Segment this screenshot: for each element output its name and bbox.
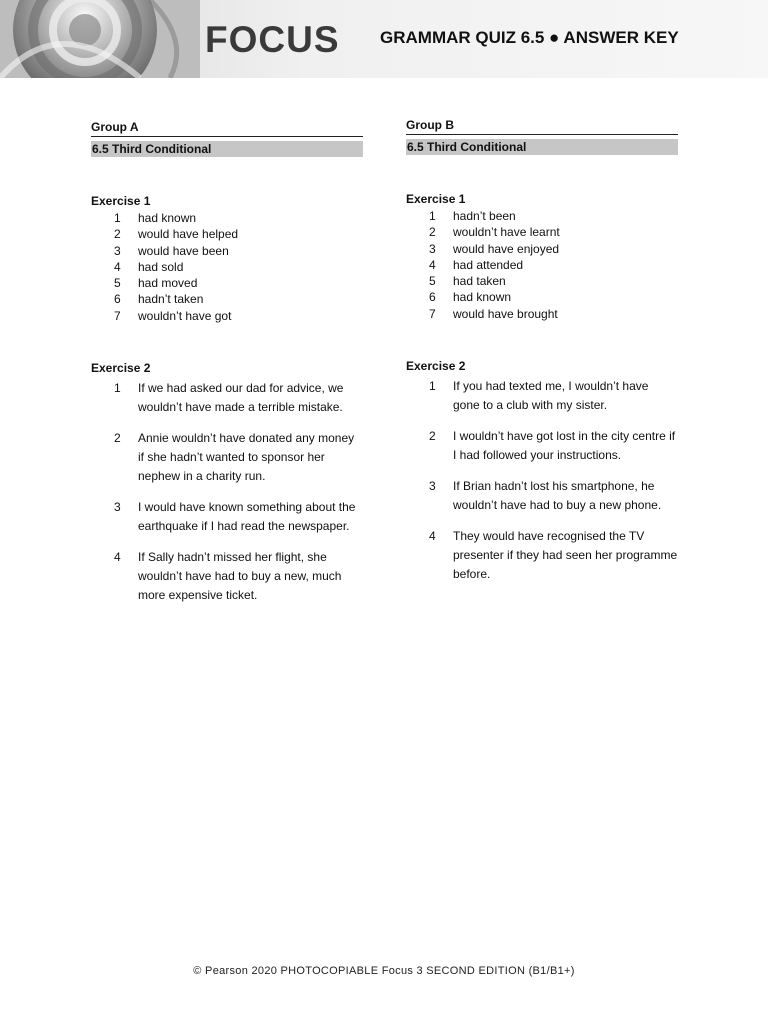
group-a-exercise1-list (91, 210, 363, 324)
list-item: 7 would have brought (429, 306, 558, 321)
header-banner (0, 0, 768, 78)
group-b-label: Group B (406, 118, 678, 135)
list-item: 2 Annie wouldn’t have donated any money if she hadn’t wanted to sponsor her nephew in a charity run. (114, 431, 355, 484)
list-item: 2 I wouldn’t have got lost in the city centre if I had followed your instructions. (429, 429, 676, 463)
page-title: GRAMMAR QUIZ 6.5 ● ANSWER KEY (380, 28, 679, 47)
group-a-section-heading: 6.5 Third Conditional (91, 141, 363, 157)
list-item: 3 I would have known something about the earthquake if I had read the newspaper. (114, 500, 356, 534)
group-a-label: Group A (91, 120, 363, 137)
group-b-section-heading: 6.5 Third Conditional (406, 139, 678, 155)
group-a-exercise2-list (91, 379, 363, 605)
list-item: 2 would have helped (114, 227, 239, 242)
list-item: 7 wouldn’t have got (114, 308, 232, 323)
copyright-footer: © Pearson 2020 PHOTOCOPIABLE Focus 3 SECOND EDITION (B1/B1+) (193, 965, 575, 977)
list-item: 1 hadn’t been (429, 209, 516, 223)
list-item: 3 If Brian hadn’t lost his smartphone, he wouldn’t have had to buy a new phone. (429, 479, 662, 513)
focus-logo: FOCUS (205, 19, 340, 60)
group-a-exercise2-label: Exercise 2 (91, 361, 151, 376)
list-item: 4 had sold (114, 259, 184, 274)
list-item: 1 If you had texted me, I wouldn’t have gone to a club with my sister. (429, 379, 649, 413)
group-a-column (91, 120, 363, 617)
list-item: 1 If we had asked our dad for advice, we wouldn’t have made a terrible mistake. (114, 381, 344, 415)
list-item: 6 had known (429, 290, 512, 305)
list-item: 6 hadn’t taken (114, 292, 204, 307)
list-item: 5 had taken (429, 274, 506, 289)
group-b-exercise2-list (406, 377, 678, 584)
list-item: 1 had known (114, 211, 197, 225)
list-item: 2 wouldn’t have learnt (429, 225, 560, 240)
group-b-column (406, 118, 678, 596)
list-item: 3 would have been (114, 243, 229, 258)
list-item: 4 had attended (429, 257, 524, 272)
decorative-swirl-graphic (0, 0, 200, 78)
list-item: 4 If Sally hadn’t missed her flight, she wouldn’t have had to buy a new, much more expensive ticket. (114, 550, 342, 603)
group-b-exercise1-label: Exercise 1 (406, 192, 466, 206)
list-item: 3 would have enjoyed (429, 241, 560, 256)
list-item: 5 had moved (114, 276, 198, 291)
group-b-exercise2-label: Exercise 2 (406, 359, 466, 374)
group-b-exercise1-list (406, 208, 678, 322)
list-item: 4 They would have recognised the TV presenter if they had seen her programme before. (429, 529, 678, 582)
group-a-exercise1-label: Exercise 1 (91, 194, 151, 208)
